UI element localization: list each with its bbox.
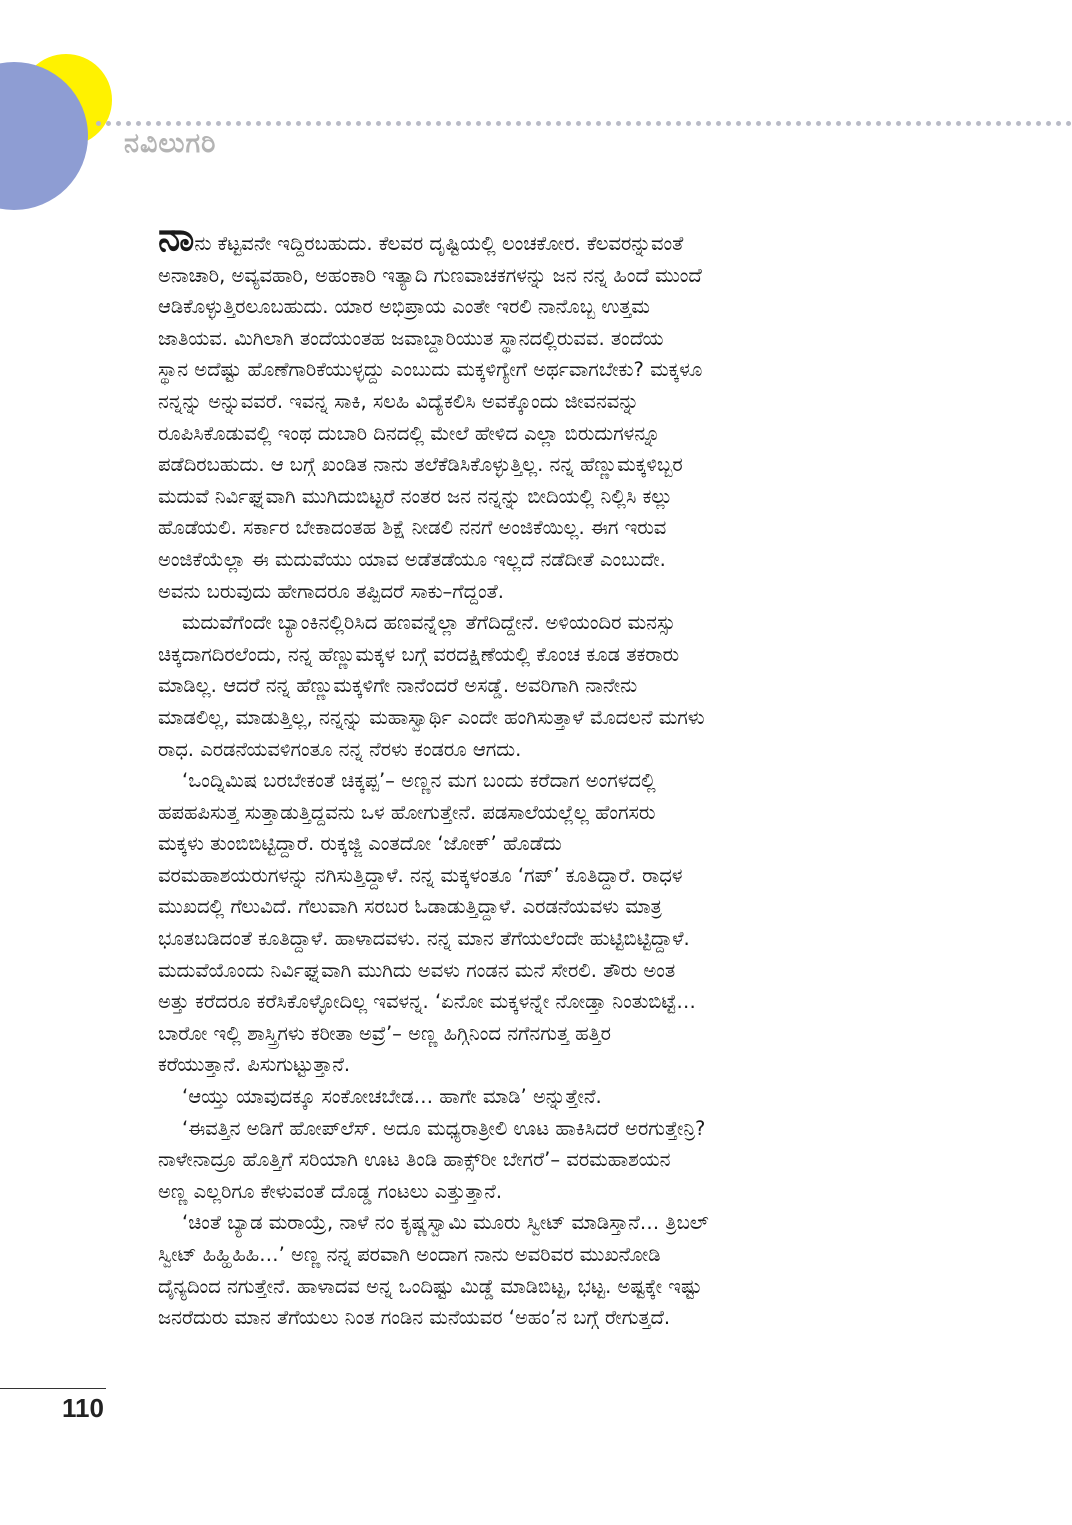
- text-line: ‘ಚಿಂತೆ ಬ್ಯಾಡ ಮರಾಯ್ರೆ, ನಾಳೆ ನಂ ಕೃಷ್ಣಸ್ವಾಮಿ ಮೂರು ಸ್ವೀಟ್ ಮಾಡಿಸ್ತಾನೆ… ತ್ರಿಬಲ್: [182, 1211, 709, 1235]
- page-number-rule: [0, 1388, 106, 1389]
- text-line: ನನ್ನನ್ನು ಅನ್ನುವವರೆ. ಇವನ್ನ ಸಾಕಿ, ಸಲಹಿ ವಿದ್ಯೆಕಲಿಸಿ ಅವಕ್ಕೊಂದು ಜೀವನವನ್ನು: [158, 389, 639, 413]
- text-line: ಅವನು ಬರುವುದು ಹೇಗಾದರೂ ತಪ್ಪಿದರೆ ಸಾಕು–ಗೆದ್ದಂತೆ.: [158, 579, 504, 603]
- text-line: ಆಡಿಕೊಳ್ಳುತ್ತಿರಲೂಬಹುದು. ಯಾರ ಅಭಿಪ್ರಾಯ ಎಂತೇ ಇರಲಿ ನಾನೊಬ್ಬ ಉತ್ತಮ: [158, 295, 650, 319]
- text-line: ಅತ್ತು ಕರೆದರೂ ಕರೆಸಿಕೊಳ್ಳೋದಿಲ್ಲ ಇವಳನ್ನ. ‘ಏನೋ ಮಕ್ಕಳನ್ನೇ ನೋಡ್ತಾ ನಿಂತುಬಿಟ್ಟೆ…: [158, 990, 696, 1014]
- text-line: ಅಂಜಿಕೆಯೆಲ್ಲಾ ಈ ಮದುವೆಯು ಯಾವ ಅಡೆತಡೆಯೂ ಇಲ್ಲದೆ ನಡೆದೀತೆ ಎಂಬುದೇ.: [158, 547, 666, 571]
- paragraph-2: [158, 607, 906, 765]
- text-line: ಮುಖದಲ್ಲಿ ಗೆಲುವಿದೆ. ಗೆಲುವಾಗಿ ಸರಬರ ಓಡಾಡುತ್ತಿದ್ದಾಳೆ. ಎರಡನೆಯವಳು ಮಾತ್ರ: [158, 895, 662, 919]
- text-line: ಪಡೆದಿರಬಹುದು. ಆ ಬಗ್ಗೆ ಖಂಡಿತ ನಾನು ತಲೆಕೆಡಿಸಿಕೊಳ್ಳುತ್ತಿಲ್ಲ. ನನ್ನ ಹೆಣ್ಣುಮಕ್ಕಳಿಬ್ಬರ: [158, 453, 683, 477]
- paragraph-3: [158, 765, 906, 1081]
- text-line: ಮದುವೆಗೆಂದೇ ಬ್ಯಾಂಕಿನಲ್ಲಿರಿಸಿದ ಹಣವನ್ನೆಲ್ಲಾ ತೆಗೆದಿದ್ದೇನೆ. ಅಳಿಯಂದಿರ ಮನಸ್ಸು: [182, 611, 676, 635]
- text-line: ಸ್ವೀಟ್ ಹಿಹ್ಹಿಹಿಹಿ…’ ಅಣ್ಣ ನನ್ನ ಪರವಾಗಿ ಅಂದಾಗ ನಾನು ಅವರಿವರ ಮುಖನೋಡಿ: [158, 1243, 661, 1266]
- body-text: [158, 222, 906, 1334]
- paragraph-6: [158, 1207, 906, 1333]
- text-line: ಅಣ್ಣ ಎಲ್ಲರಿಗೂ ಕೇಳುವಂತೆ ದೊಡ್ಡ ಗಂಟಲು ಎತ್ತುತ್ತಾನೆ.: [158, 1179, 503, 1203]
- text-line: ಜನರೆದುರು ಮಾನ ತೆಗೆಯಲು ನಿಂತ ಗಂಡಿನ ಮನೆಯವರ ‘ಅಹಂ’ನ ಬಗ್ಗೆ ರೇಗುತ್ತದೆ.: [158, 1306, 671, 1330]
- header-dotted-rule: [96, 121, 1072, 126]
- text-line: ‘ಒಂದ್ನಿಮಿಷ ಬರಬೇಕಂತೆ ಚಿಕ್ಕಪ್ಪ’– ಅಣ್ಣನ ಮಗ ಬಂದು ಕರೆದಾಗ ಅಂಗಳದಲ್ಲಿ: [182, 769, 656, 793]
- paragraph-5: [158, 1113, 906, 1208]
- text-line: ಭೂತಬಡಿದಂತೆ ಕೂತಿದ್ದಾಳೆ. ಹಾಳಾದವಳು. ನನ್ನ ಮಾನ ತೆಗೆಯಲೆಂದೇ ಹುಟ್ಟಿಬಿಟ್ಟಿದ್ದಾಳೆ.: [158, 927, 690, 951]
- text-line: ಮಾಡಿಲ್ಲ. ಆದರೆ ನನ್ನ ಹೆಣ್ಣುಮಕ್ಕಳಿಗೇ ನಾನೆಂದರೆ ಅಸಡ್ಡೆ. ಅವರಿಗಾಗಿ ನಾನೇನು: [158, 674, 638, 698]
- text-line: ನಾನು ಕೆಟ್ಟವನೇ ಇದ್ದಿರಬಹುದು. ಕೆಲವರ ದೃಷ್ಟಿಯಲ್ಲಿ ಲಂಚಕೋರ. ಕೆಲವರನ್ನುವಂತೆ: [158, 222, 906, 260]
- paragraph-1: [158, 222, 906, 607]
- text-line: ‘ಈವತ್ತಿನ ಅಡಿಗೆ ಹೋಪ್‌ಲೆಸ್. ಅದೂ ಮಧ್ಯರಾತ್ರೀಲಿ ಊಟ ಹಾಕಿಸಿದರೆ ಅರಗುತ್ತೇನ್ರಿ?: [182, 1116, 706, 1140]
- text-line: ಹೊಡೆಯಲಿ. ಸರ್ಕಾರ ಬೇಕಾದಂತಹ ಶಿಕ್ಷೆ ನೀಡಲಿ ನನಗೆ ಅಂಜಿಕೆಯಿಲ್ಲ. ಈಗ ಇರುವ: [158, 516, 667, 540]
- text-line: ರಾಧ. ಎರಡನೆಯವಳಿಗಂತೂ ನನ್ನ ನೆರಳು ಕಂಡರೂ ಆಗದು.: [158, 737, 522, 761]
- text-line: ಹಪಹಪಿಸುತ್ತ ಸುತ್ತಾಡುತ್ತಿದ್ದವನು ಒಳ ಹೋಗುತ್ತೇನೆ. ಪಡಸಾಲೆಯಲ್ಲೆಲ್ಲ ಹೆಂಗಸರು: [158, 800, 656, 824]
- text-line: ಕರೆಯುತ್ತಾನೆ. ಪಿಸುಗುಟ್ಟುತ್ತಾನೆ.: [158, 1053, 351, 1077]
- text-line: ಮಾಡಲಿಲ್ಲ, ಮಾಡುತ್ತಿಲ್ಲ, ನನ್ನನ್ನು ಮಹಾಸ್ವಾರ್ಥಿ ಎಂದೇ ಹಂಗಿಸುತ್ತಾಳೆ ಮೊದಲನೆ ಮಗಳು: [158, 705, 705, 729]
- text-line: ಜಾತಿಯವ. ಮಿಗಿಲಾಗಿ ತಂದೆಯಂತಹ ಜವಾಬ್ದಾರಿಯುತ ಸ್ಥಾನದಲ್ಲಿರುವವ. ತಂದೆಯ: [158, 326, 664, 350]
- text-line: ಚಿಕ್ಕದಾಗದಿರಲೆಂದು, ನನ್ನ ಹೆಣ್ಣುಮಕ್ಕಳ ಬಗ್ಗೆ ವರದಕ್ಷಿಣೆಯಲ್ಲಿ ಕೊಂಚ ಕೂಡ ತಕರಾರು: [158, 642, 680, 666]
- paragraph-4: [158, 1081, 906, 1113]
- text-line: ಮದುವೆಯೊಂದು ನಿರ್ವಿಘ್ನವಾಗಿ ಮುಗಿದು ಅವಳು ಗಂಡನ ಮನೆ ಸೇರಲಿ. ತೌರು ಅಂತ: [158, 958, 676, 982]
- drop-cap: ನಾ: [158, 222, 195, 260]
- page-number: 110: [62, 1393, 104, 1423]
- text-line: ಬಾರೋ ಇಲ್ಲಿ ಶಾಸ್ತ್ರಿಗಳು ಕರೀತಾ ಅವ್ರೆ’– ಅಣ್ಣ ಹಿಗ್ಗಿನಿಂದ ನಗೆನಗುತ್ತ ಹತ್ತಿರ: [158, 1021, 611, 1045]
- text-line: ಸ್ಥಾನ ಅದೆಷ್ಟು ಹೊಣೆಗಾರಿಕೆಯುಳ್ಳದ್ದು ಎಂಬುದು ಮಕ್ಕಳಿಗ್ಯೇಗೆ ಅರ್ಥವಾಗಬೇಕು? ಮಕ್ಕಳೂ: [158, 358, 703, 382]
- text-line: ರೂಪಿಸಿಕೊಡುವಲ್ಲಿ ಇಂಥ ದುಬಾರಿ ದಿನದಲ್ಲಿ ಮೇಲೆ ಹೇಳಿದ ಎಲ್ಲಾ ಬಿರುದುಗಳನ್ನೂ: [158, 421, 661, 445]
- text-line: ‘ಆಯ್ತು ಯಾವುದಕ್ಕೂ ಸಂಕೋಚಬೇಡ… ಹಾಗೇ ಮಾಡಿ’ ಅನ್ನುತ್ತೇನೆ.: [182, 1085, 602, 1109]
- running-head: ನವಿಲುಗರಿ: [124, 128, 217, 159]
- text-line: ಮಕ್ಕಳು ತುಂಬಿಬಿಟ್ಟಿದ್ದಾರೆ. ರುಕ್ಕಜ್ಜಿ ಎಂತದೋ ‘ಜೋಕ್’ ಹೊಡೆದು: [158, 832, 562, 856]
- text-line: ಅನಾಚಾರಿ, ಅವ್ಯವಹಾರಿ, ಅಹಂಕಾರಿ ಇತ್ಯಾದಿ ಗುಣವಾಚಕಗಳನ್ನು ಜನ ನನ್ನ ಹಿಂದೆ ಮುಂದೆ: [158, 263, 702, 287]
- text-line: ಮದುವೆ ನಿರ್ವಿಘ್ನವಾಗಿ ಮುಗಿದುಬಿಟ್ಟರೆ ನಂತರ ಜನ ನನ್ನನ್ನು ಬೀದಿಯಲ್ಲಿ ನಿಲ್ಲಿಸಿ ಕಲ್ಲು: [158, 484, 673, 508]
- text-line: ದೈನ್ಯದಿಂದ ನಗುತ್ತೇನೆ. ಹಾಳಾದವ ಅನ್ನ ಒಂದಿಷ್ಟು ಮಿಡ್ಡೆ ಮಾಡಿಬಿಟ್ಟ, ಭಟ್ಟ. ಅಷ್ಟಕ್ಕೇ ಇಷ್ಟು: [158, 1274, 702, 1298]
- text-line: ವರಮಹಾಶಯರುಗಳನ್ನು ನಗಿಸುತ್ತಿದ್ದಾಳೆ. ನನ್ನ ಮಕ್ಕಳಂತೂ ‘ಗಪ್’ ಕೂತಿದ್ದಾರೆ. ರಾಧಳ: [158, 863, 683, 887]
- text-line: ನಾಳೇನಾದ್ರೂ ಹೊತ್ತಿಗೆ ಸರಿಯಾಗಿ ಊಟ ತಿಂಡಿ ಹಾಕ್ಸ್‌ರೀ ಬೇಗರೆ’– ವರಮಹಾಶಯನ: [158, 1148, 671, 1172]
